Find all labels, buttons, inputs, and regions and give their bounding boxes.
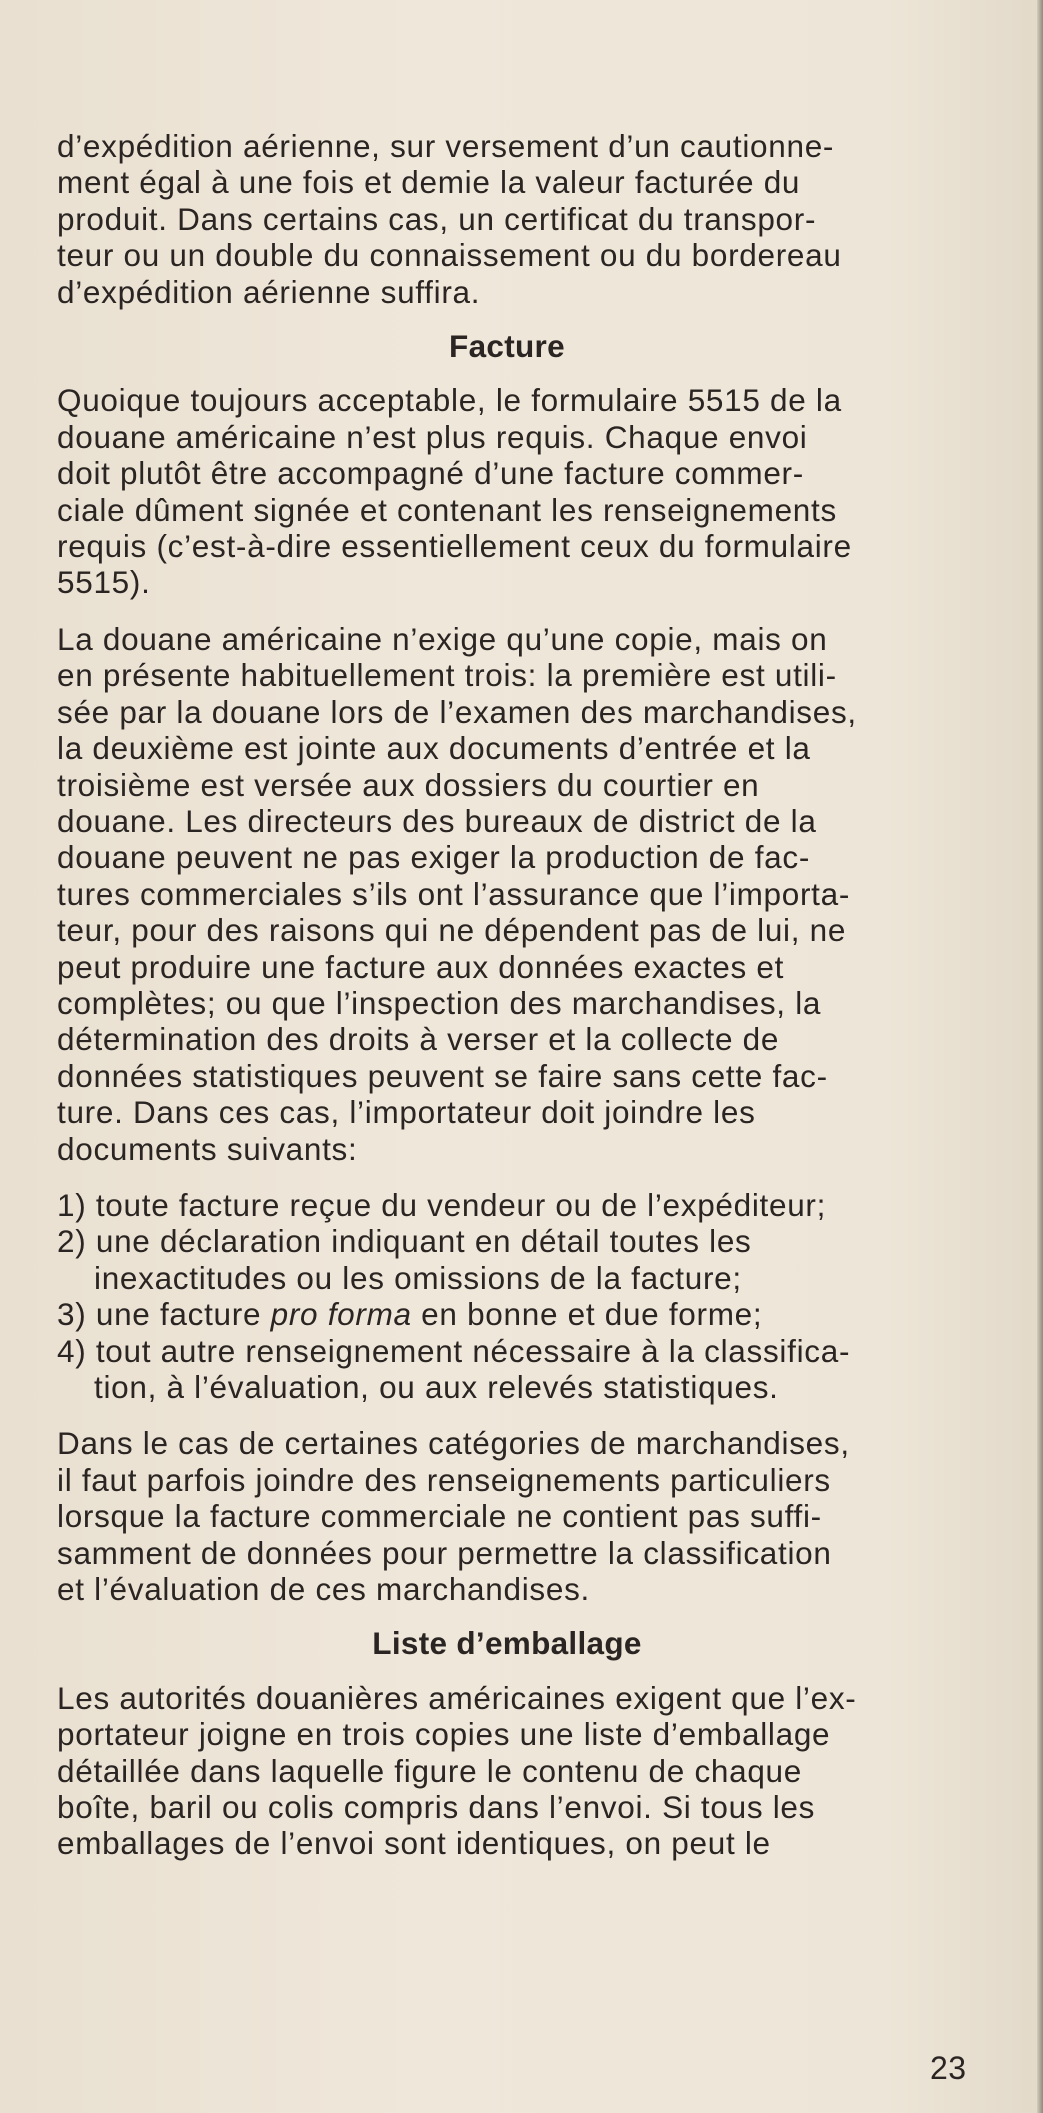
list-item-4-continuation: tion, à l’évaluation, ou aux relevés statistiques. <box>94 1369 779 1405</box>
text-line: lorsque la facture commerciale ne contient pas suffi- <box>57 1498 822 1535</box>
paragraph-intro <box>57 128 957 310</box>
list-item-3 <box>57 1296 957 1332</box>
list-item-2-continuation: inexactitudes ou les omissions de la facture; <box>94 1259 742 1296</box>
text-line: Quoique toujours acceptable, le formulaire 5515 de la <box>57 382 842 419</box>
text-line: produit. Dans certains cas, un certificat du transpor- <box>57 200 817 237</box>
text-line: teur ou un double du connaissement ou du bordereau <box>57 237 842 274</box>
text-line: douane. Les directeurs des bureaux de district de la <box>57 802 817 839</box>
page-body <box>57 128 957 1862</box>
text-line: documents suivants: <box>57 1130 358 1167</box>
section-heading-emballage: Liste d’emballage <box>372 1625 642 1662</box>
text-line: douane américaine n’est plus requis. Chaque envoi <box>57 418 808 455</box>
spacer <box>57 601 957 621</box>
section-heading-facture: Facture <box>449 328 565 365</box>
paragraph-facture-3 <box>57 1425 957 1607</box>
text-line: samment de données pour permettre la classification <box>57 1534 832 1571</box>
text-line: peut produire une facture aux données exactes et <box>57 948 785 985</box>
text-line: portateur joigne en trois copies une liste d’emballage <box>57 1716 831 1753</box>
text-line: et l’évaluation de ces marchandises. <box>57 1571 590 1608</box>
spacer <box>57 1405 957 1425</box>
text-line: 5515). <box>57 564 151 601</box>
text-line: données statistiques peuvent se faire sans cette fac- <box>57 1057 828 1094</box>
text-line: douane peuvent ne pas exiger la production de fac- <box>57 839 811 876</box>
text-line: détermination des droits à verser et la collecte de <box>57 1021 780 1058</box>
text-line: emballages de l’envoi sont identiques, on peut le <box>57 1825 771 1862</box>
numbered-list <box>57 1187 957 1405</box>
paragraph-facture-2 <box>57 621 957 1167</box>
page-number: 23 <box>930 2050 967 2086</box>
list-item-3-start: 3) une facture <box>57 1296 271 1333</box>
text-line: doit plutôt être accompagné d’une facture commer- <box>57 455 804 492</box>
list-item-3-italic: pro forma <box>270 1296 412 1333</box>
text-line: tures commerciales s’ils ont l’assurance que l’importa- <box>57 875 851 912</box>
list-item-1: 1) toute facture reçue du vendeur ou de l’expéditeur; <box>57 1186 827 1223</box>
list-item-3-end: en bonne et due forme; <box>411 1296 763 1333</box>
paragraph-facture-1 <box>57 382 957 600</box>
text-line: ment égal à une fois et demie la valeur facturée du <box>57 164 801 201</box>
text-line: teur, pour des raisons qui ne dépendent pas de lui, ne <box>57 912 847 949</box>
text-line: il faut parfois joindre des renseignements particuliers <box>57 1461 831 1498</box>
text-line: la deuxième est jointe aux documents d’entrée et la <box>57 730 811 767</box>
text-line: d’expédition aérienne, sur versement d’un cautionne- <box>57 128 835 164</box>
text-line: La douane américaine n’exige qu’une copie, mais on <box>57 620 828 657</box>
text-line: boîte, baril ou colis compris dans l’envoi. Si tous les <box>57 1789 816 1826</box>
text-line: ciale dûment signée et contenant les renseignements <box>57 491 837 528</box>
text-line: requis (c’est-à-dire essentiellement ceux du formulaire <box>57 528 852 565</box>
list-item-4: 4) tout autre renseignement nécessaire à la classifica- <box>57 1332 851 1369</box>
list-item-2: 2) une déclaration indiquant en détail toutes les <box>57 1223 752 1260</box>
text-line: sée par la douane lors de l’examen des marchandises, <box>57 693 857 730</box>
page-edge <box>1037 0 1043 2113</box>
text-line: d’expédition aérienne suffira. <box>57 273 481 310</box>
text-line: Dans le cas de certaines catégories de marchandises, <box>57 1425 850 1462</box>
text-line: ture. Dans ces cas, l’importateur doit joindre les <box>57 1094 756 1131</box>
text-line: Les autorités douanières américaines exigent que l’ex- <box>57 1679 857 1716</box>
paragraph-emballage <box>57 1680 957 1862</box>
text-line: complètes; ou que l’inspection des marchandises, la <box>57 984 822 1021</box>
spacer <box>57 1167 957 1187</box>
text-line: détaillée dans laquelle figure le contenu de chaque <box>57 1752 802 1789</box>
text-line: troisième est versée aux dossiers du courtier en <box>57 766 760 803</box>
text-line: en présente habituellement trois: la première est utili- <box>57 657 837 694</box>
